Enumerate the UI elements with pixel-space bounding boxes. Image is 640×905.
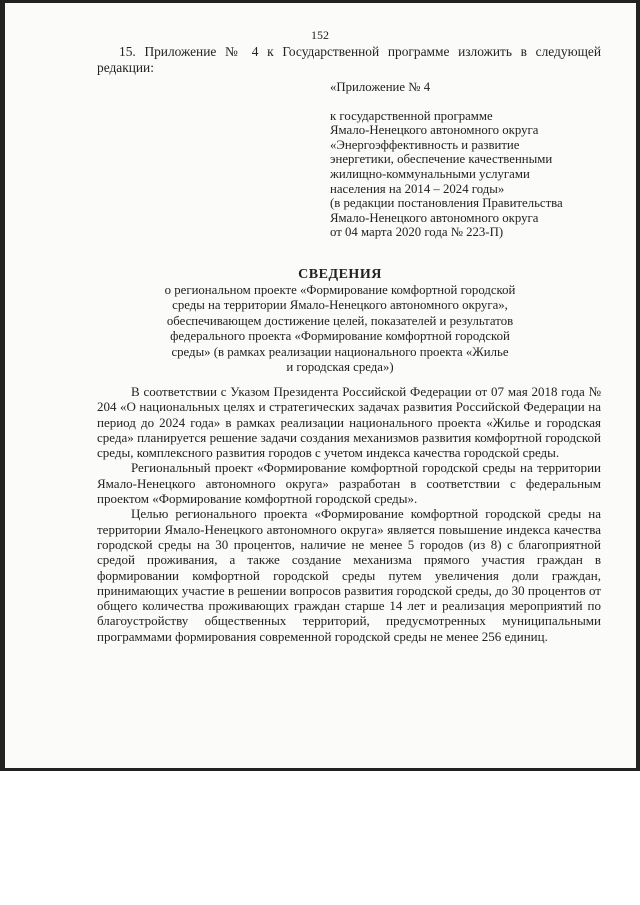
heading-line: среды на территории Ямало-Ненецкого автономного округа», [172, 298, 508, 313]
item-number: 15. [119, 44, 136, 59]
body-paragraph: Региональный проект «Формирование комфортной городской среды на территории Ямало-Ненецкого автономного округа» разработан в соответствии с федеральным проектом «Формирование комфортной городской среды». [97, 460, 601, 507]
appendix-line: к государственной программе [330, 108, 493, 123]
appendix-line: «Энергоэффективность и развитие [330, 137, 520, 152]
heading-line: федерального проекта «Формирование комфортной городской [170, 329, 510, 344]
appendix-line: Ямало-Ненецкого автономного округа [330, 123, 539, 138]
scan-edge-top [0, 0, 640, 3]
appendix-line: от 04 марта 2020 года № 223-П) [330, 225, 504, 240]
scan-edge-bottom [0, 768, 640, 771]
scan-edge-left [0, 0, 5, 770]
intro-text: Приложение № 4 к Государственной программе изложить в следующей редакции: [97, 44, 601, 75]
appendix-line: жилищно-коммунальными услугами [330, 166, 530, 181]
heading-line: и городская среда») [286, 360, 394, 375]
heading-title: СВЕДЕНИЯ [298, 267, 382, 282]
appendix-line: населения на 2014 – 2024 годы» [330, 181, 505, 196]
appendix-line: (в редакции постановления Правительства [330, 196, 563, 211]
appendix-line: энергетики, обеспечение качественными [330, 152, 553, 167]
heading-line: среды» (в рамках реализации национального проекта «Жилье [171, 344, 509, 359]
page-number: 152 [311, 28, 329, 42]
document-heading [120, 267, 560, 375]
heading-line: о региональном проекте «Формирование комфортной городской [164, 283, 516, 297]
appendix-line: Ямало-Ненецкого автономного округа [330, 210, 539, 225]
appendix-title: «Приложение № 4 [330, 80, 431, 94]
heading-line: обеспечивающем достижение целей, показателей и результатов [166, 313, 514, 328]
scan-edge-right [636, 0, 640, 770]
body-paragraph: Целью регионального проекта «Формирование комфортной городской среды на территории Ямало-Ненецкого автономного округа» является повышение индекса качества городской среды на 30 процентов, наличие не менее 5 городов (из 8) с благоприятной средой проживания, а также создание механизма прямого участия граждан в формировании комфортной городской среды путем увеличения доли граждан, принимающих участие в решении вопросов развития городской среды, до 30 процентов от общего количества проживающих граждан старше 14 лет и реализация мероприятий по благоустройству общественных территорий, предусмотренных муниципальными программами формирования современной городской среды не менее 256 единиц. [97, 506, 601, 644]
body-text [97, 384, 601, 644]
body-paragraph: В соответствии с Указом Президента Российской Федерации от 07 мая 2018 года № 204 «О национальных целях и стратегических задачах развития Российской Федерации на период до 2024 года» в рамках реализации национального проекта «Жилье и городская среда» планируется решение задачи создания механизмов развития комфортной городской среды, комплексного развития городов с учетом индекса качества городской среды. [97, 384, 601, 461]
appendix-block [330, 80, 610, 240]
intro-paragraph [97, 44, 601, 75]
